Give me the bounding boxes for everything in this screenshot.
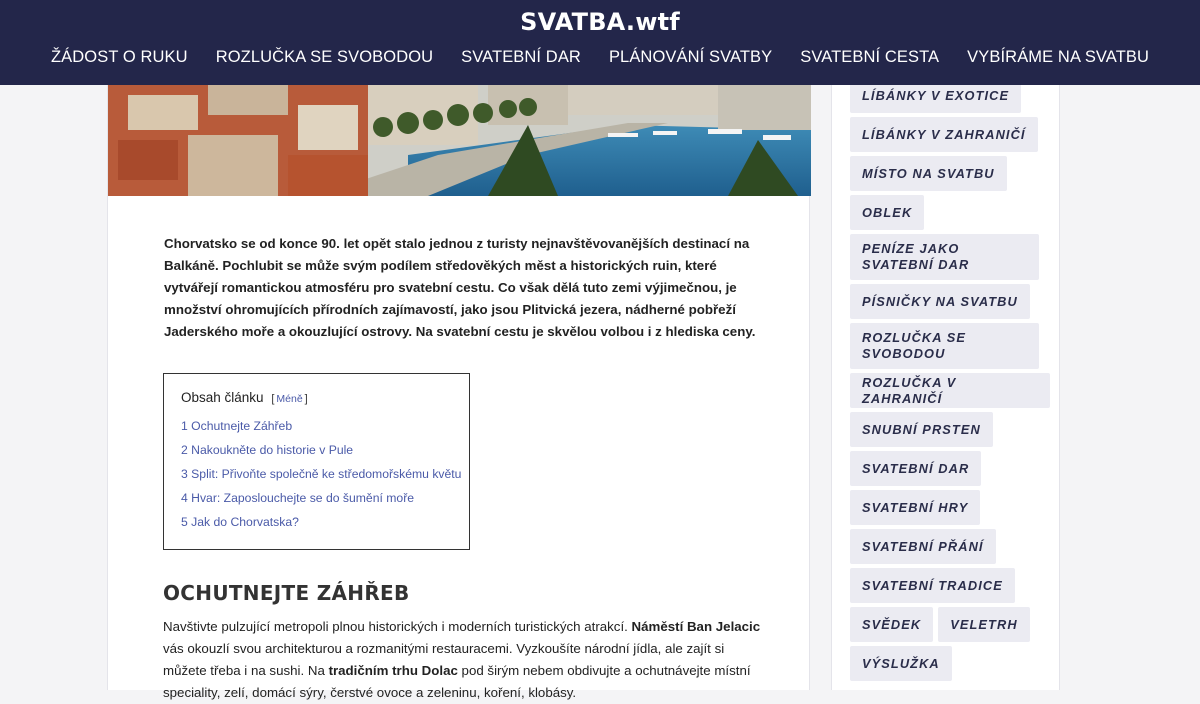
para-bold: tradičním trhu Dolac xyxy=(328,663,458,678)
article-intro: Chorvatsko se od konce 90. let opět stalo jednou z turisty nejnavštěvovanějších destinací na Balkáně. Pochlubit se může svým podílem středověkých měst a historických ruin, které vytvářejí romantickou atmosféru pro svatební cestu. Co však dělá tuto zemi výjimečnou, je množství ohromujících přírodních zajímavostí, jako jsou Plitvická jezera, nádherné pobřeží Jaderského moře a okouzlující ostrovy. Na svatební cestu je skvělou volbou i z hlediska ceny. xyxy=(164,236,756,339)
nav-item-zadost-o-ruku[interactable]: ŽÁDOST O RUKU xyxy=(51,48,188,66)
tag-link[interactable]: SVATEBNÍ HRY xyxy=(850,490,980,525)
toc-bracket-close: ] xyxy=(304,393,308,405)
para-text: Navštivte pulzující metropoli plnou historických i moderních turistických atrakcí. xyxy=(163,619,632,634)
para-bold: Náměstí Ban Jelacic xyxy=(631,619,761,634)
tag-link[interactable]: SVATEBNÍ DAR xyxy=(850,451,981,486)
toc-item[interactable]: 2 Nakoukněte do historie v Pule xyxy=(181,443,354,457)
toc-item[interactable]: 4 Hvar: Zaposlouchejte se do šumění moře xyxy=(181,491,415,505)
toc-item[interactable]: 1 Ochutnejte Záhřeb xyxy=(181,419,293,433)
tag-link[interactable]: SNUBNÍ PRSTEN xyxy=(850,412,993,447)
nav-item-rozlucka[interactable]: ROZLUČKA SE SVOBODOU xyxy=(215,48,434,66)
tag-link[interactable]: VÝSLUŽKA xyxy=(850,646,952,681)
tag-link[interactable]: VELETRH xyxy=(938,607,1029,642)
tag-cloud xyxy=(850,78,1050,681)
tag-link[interactable]: ROZLUČKA V ZAHRANIČÍ xyxy=(850,373,1050,408)
section-paragraph xyxy=(163,616,763,704)
nav-item-vybirame[interactable]: VYBÍRÁME NA SVATBU xyxy=(967,48,1149,66)
tag-link[interactable]: OBLEK xyxy=(850,195,924,230)
nav-item-planovani[interactable]: PLÁNOVÁNÍ SVATBY xyxy=(608,48,773,66)
tag-link[interactable]: SVATEBNÍ TRADICE xyxy=(850,568,1015,603)
table-of-contents xyxy=(163,373,470,550)
toc-header xyxy=(181,390,452,405)
tag-link[interactable]: MÍSTO NA SVATBU xyxy=(850,156,1007,191)
sidebar xyxy=(831,85,1060,690)
para-text: vás okouzlí svou architekturou a rozmanitými restauracemi. Vyzkoušíte národní jídla, ale zajít si můžete třeba i na sushi. Na xyxy=(163,641,725,678)
tag-link[interactable]: LÍBÁNKY V ZAHRANIČÍ xyxy=(850,117,1038,152)
tag-link[interactable]: PENÍZE JAKO SVATEBNÍ DAR xyxy=(850,234,1039,280)
main-nav xyxy=(0,48,1200,67)
toc-toggle-link[interactable]: Méně xyxy=(276,393,303,405)
toc-item[interactable]: 5 Jak do Chorvatska? xyxy=(181,515,299,529)
nav-item-svatebni-dar[interactable]: SVATEBNÍ DAR xyxy=(461,48,581,66)
tag-link[interactable]: SVĚDEK xyxy=(850,607,933,642)
site-header xyxy=(0,0,1200,85)
hero-image xyxy=(108,85,811,196)
tag-link[interactable]: LÍBÁNKY V EXOTICE xyxy=(850,78,1021,113)
section-heading: OCHUTNEJTE ZÁHŘEB xyxy=(163,581,410,605)
toc-bracket-open: [ xyxy=(271,393,275,405)
toc-title: Obsah článku xyxy=(181,390,264,405)
site-title[interactable]: SVATBA.wtf xyxy=(520,8,680,36)
nav-item-svatebni-cesta[interactable]: SVATEBNÍ CESTA xyxy=(800,48,940,66)
tag-link[interactable]: ROZLUČKA SE SVOBODOU xyxy=(850,323,1039,369)
tag-link[interactable]: PÍSNIČKY NA SVATBU xyxy=(850,284,1030,319)
toc-item[interactable]: 3 Split: Přivoňte společně ke středomořskému květu xyxy=(181,467,462,481)
article-body xyxy=(164,233,764,343)
tag-link[interactable]: SVATEBNÍ PŘÁNÍ xyxy=(850,529,996,564)
para-text: pod širým nebem obdivujte a ochutnávejte místní speciality, zelí, domácí sýry, čerstvé ovoce a zeleninu, koření, klobásy. xyxy=(163,663,751,700)
